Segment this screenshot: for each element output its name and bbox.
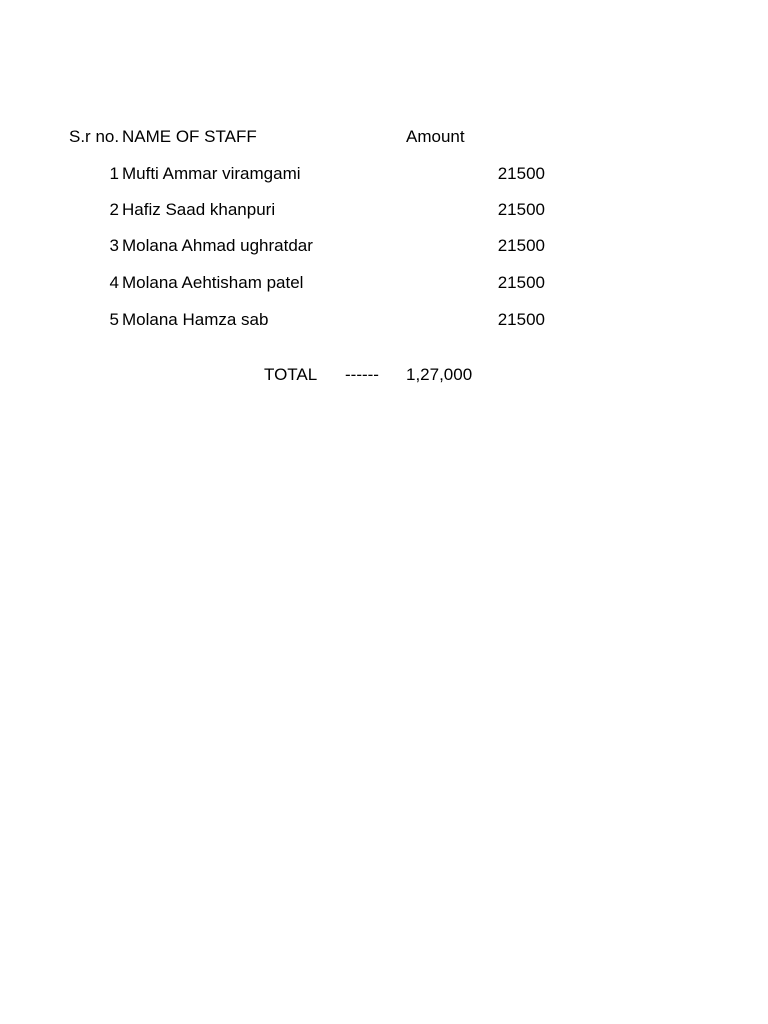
row-number: 5 xyxy=(109,310,119,329)
table-row xyxy=(0,200,768,220)
table-row xyxy=(0,273,768,293)
row-number: 4 xyxy=(109,273,119,292)
staff-amount: 21500 xyxy=(497,236,545,255)
total-value: 1,27,000 xyxy=(406,365,473,384)
header-name-of-staff: NAME OF STAFF xyxy=(122,127,257,146)
row-number: 1 xyxy=(109,164,119,183)
header-srno: S.r no. xyxy=(69,127,120,146)
staff-amount: 21500 xyxy=(497,310,545,329)
table-row xyxy=(0,164,768,184)
table-row xyxy=(0,310,768,330)
staff-name: Mufti Ammar viramgami xyxy=(122,164,301,183)
row-number: 2 xyxy=(109,200,119,219)
staff-name: Hafiz Saad khanpuri xyxy=(122,200,276,219)
total-label: TOTAL xyxy=(264,365,318,384)
staff-name: Molana Hamza sab xyxy=(122,310,269,329)
staff-amount: 21500 xyxy=(497,164,545,183)
row-number: 3 xyxy=(109,236,119,255)
staff-name: Molana Ahmad ughratdar xyxy=(122,236,313,255)
staff-name: Molana Aehtisham patel xyxy=(122,273,304,292)
header-amount: Amount xyxy=(406,127,465,146)
table-row xyxy=(0,236,768,256)
staff-amount: 21500 xyxy=(497,200,545,219)
staff-amount: 21500 xyxy=(497,273,545,292)
total-dashes: ------ xyxy=(345,365,379,384)
